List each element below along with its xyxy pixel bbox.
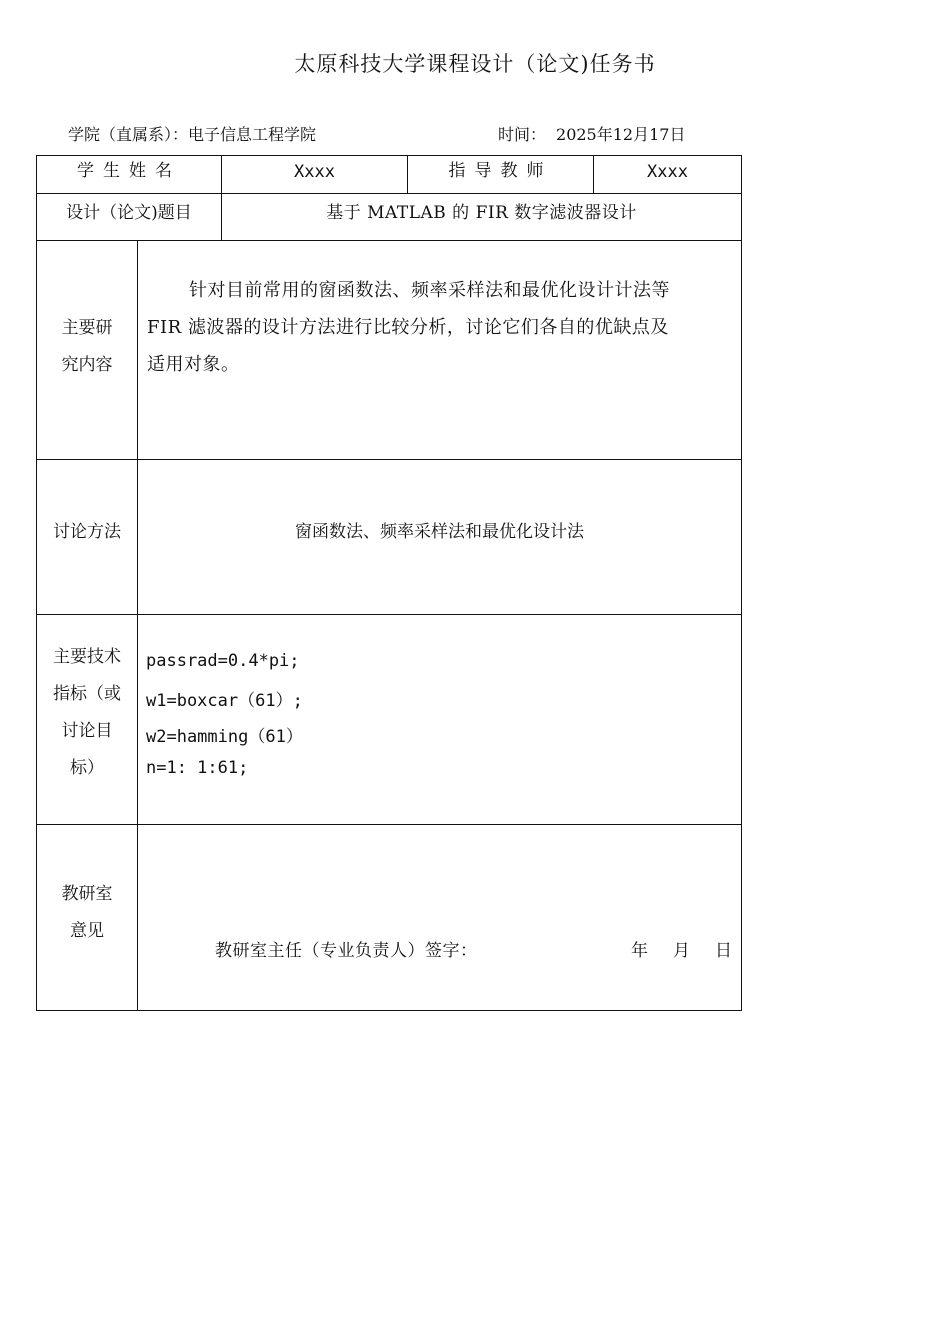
date-day: 日 [715,941,732,961]
topic-value: 基于 MATLAB 的 FIR 数字滤波器设计 [326,202,637,223]
indicator-line: n=1: 1:61; [146,758,249,778]
row-divider [37,240,741,241]
teacher-value: Xxxx [647,162,688,183]
indicator-label-line2: 指标（或 [53,684,121,704]
row-divider [37,614,741,615]
content-label-line2: 究内容 [61,355,113,375]
indicator-line: passrad=0.4*pi; [146,651,300,671]
date-month: 月 [673,941,690,961]
time-value: 2025年12月17日 [556,125,686,144]
indicator-label-line1: 主要技术 [53,647,121,667]
indicator-label [37,639,137,787]
student-name-value: Xxxx [294,162,335,183]
office-label [37,876,137,950]
time-label: 时间： [498,125,547,144]
content-line1: 针对目前常用的窗函数法、频率采样法和最优化设计计法等 [189,280,670,301]
student-name-label: 学生姓名 [77,160,181,181]
col-divider [137,240,138,1010]
indicator-label-line3: 讨论目 [61,721,113,741]
teacher-label: 指导教师 [448,160,553,181]
content-line3: 适用对象。 [147,354,240,375]
content-text [147,272,741,383]
date-info [498,122,685,145]
document-title: 太原科技大学课程设计（论文)任务书 [294,52,656,76]
date-year: 年 [631,941,648,961]
topic-label: 设计（论文)题目 [66,202,192,223]
method-value: 窗函数法、频率采样法和最优化设计法 [295,521,584,542]
indicator-line: w1=boxcar（61）; [146,691,303,711]
office-signature: 教研室主任（专业负责人）签字： [215,941,478,961]
content-label-line1: 主要研 [61,318,113,338]
indicator-line: w2=hamming（61） [146,727,303,747]
task-table [36,155,742,1011]
office-label-line1: 教研室 [61,884,113,904]
content-line2: FIR 滤波器的设计方法进行比较分析，讨论它们各自的优缺点及 [147,317,669,338]
method-label: 讨论方法 [53,521,121,542]
office-label-line2: 意见 [70,921,104,941]
content-label [37,310,137,384]
indicator-label-line4: 标） [70,758,104,778]
college-info: 学院（直属系）：电子信息工程学院 [68,125,317,144]
row-divider [37,824,741,825]
